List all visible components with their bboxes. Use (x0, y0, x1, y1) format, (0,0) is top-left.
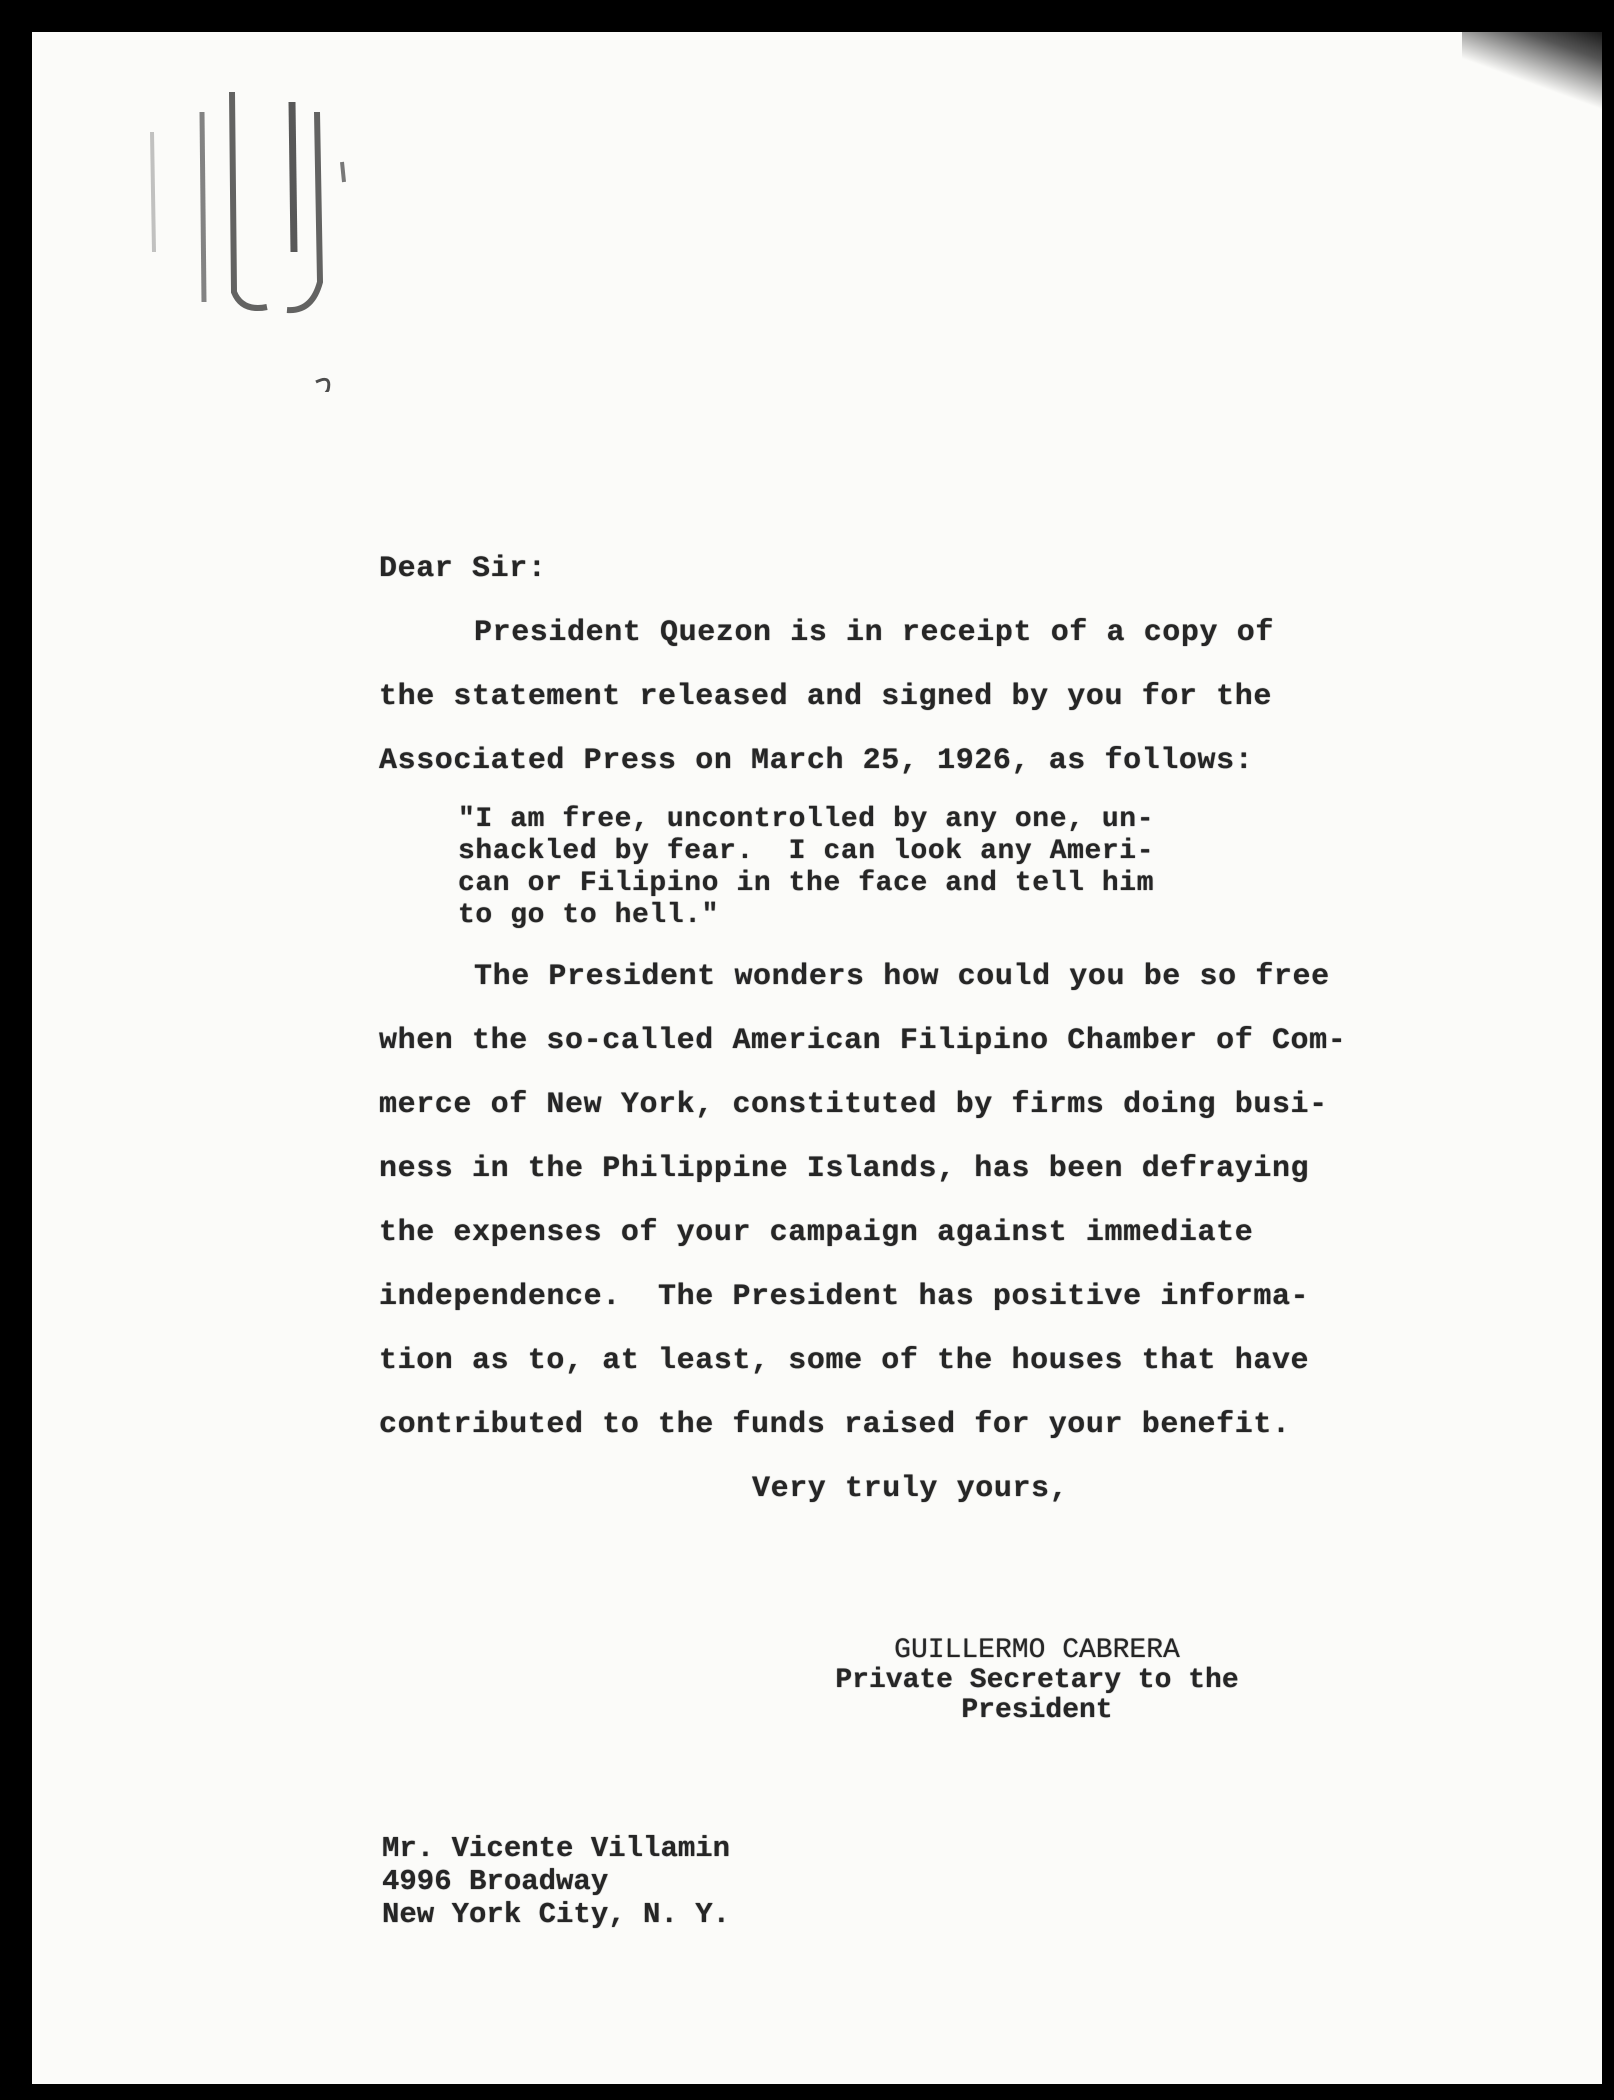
paragraph-line: tion as to, at least, some of the houses that have (379, 1344, 1310, 1378)
quote-line: shackled by fear. I can look any Ameri- (458, 836, 1155, 867)
salutation: Dear Sir: (379, 552, 547, 586)
letter-page (32, 32, 1602, 2084)
quote-line: "I am free, uncontrolled by any one, un- (458, 804, 1155, 835)
signature-title: Private Secretary to the (835, 1665, 1239, 1696)
quote-line: to go to hell." (458, 900, 720, 931)
paragraph-line: The President wonders how could you be so free (474, 960, 1330, 994)
paragraph-line: ness in the Philippine Islands, has been defraying (379, 1152, 1310, 1186)
paragraph-line: Associated Press on March 25, 1926, as follows: (379, 744, 1254, 778)
addressee-line: New York City, N. Y. (382, 1898, 731, 1931)
paragraph-line: the expenses of your campaign against immediate (379, 1216, 1254, 1250)
signature-name: GUILLERMO CABRERA (894, 1635, 1180, 1666)
quote-line: can or Filipino in the face and tell him (458, 868, 1155, 899)
addressee-line: 4996 Broadway (382, 1865, 609, 1898)
paragraph-line: when the so-called American Filipino Chamber of Com- (379, 1024, 1347, 1058)
paragraph-line: President Quezon is in receipt of a copy of (474, 616, 1274, 650)
paragraph-line: the statement released and signed by you for the (379, 680, 1272, 714)
page-corner-shadow (1462, 32, 1602, 122)
signature-block (772, 1636, 1302, 1726)
paragraph-line: independence. The President has positive informa- (379, 1280, 1310, 1314)
signature-title: President (961, 1695, 1113, 1726)
paragraph-line: merce of New York, constituted by firms doing busi- (379, 1088, 1328, 1122)
handwritten-mark (92, 52, 392, 392)
addressee-line: Mr. Vicente Villamin (382, 1832, 731, 1865)
closing: Very truly yours, (752, 1472, 1069, 1506)
paragraph-line: contributed to the funds raised for your benefit. (379, 1408, 1291, 1442)
